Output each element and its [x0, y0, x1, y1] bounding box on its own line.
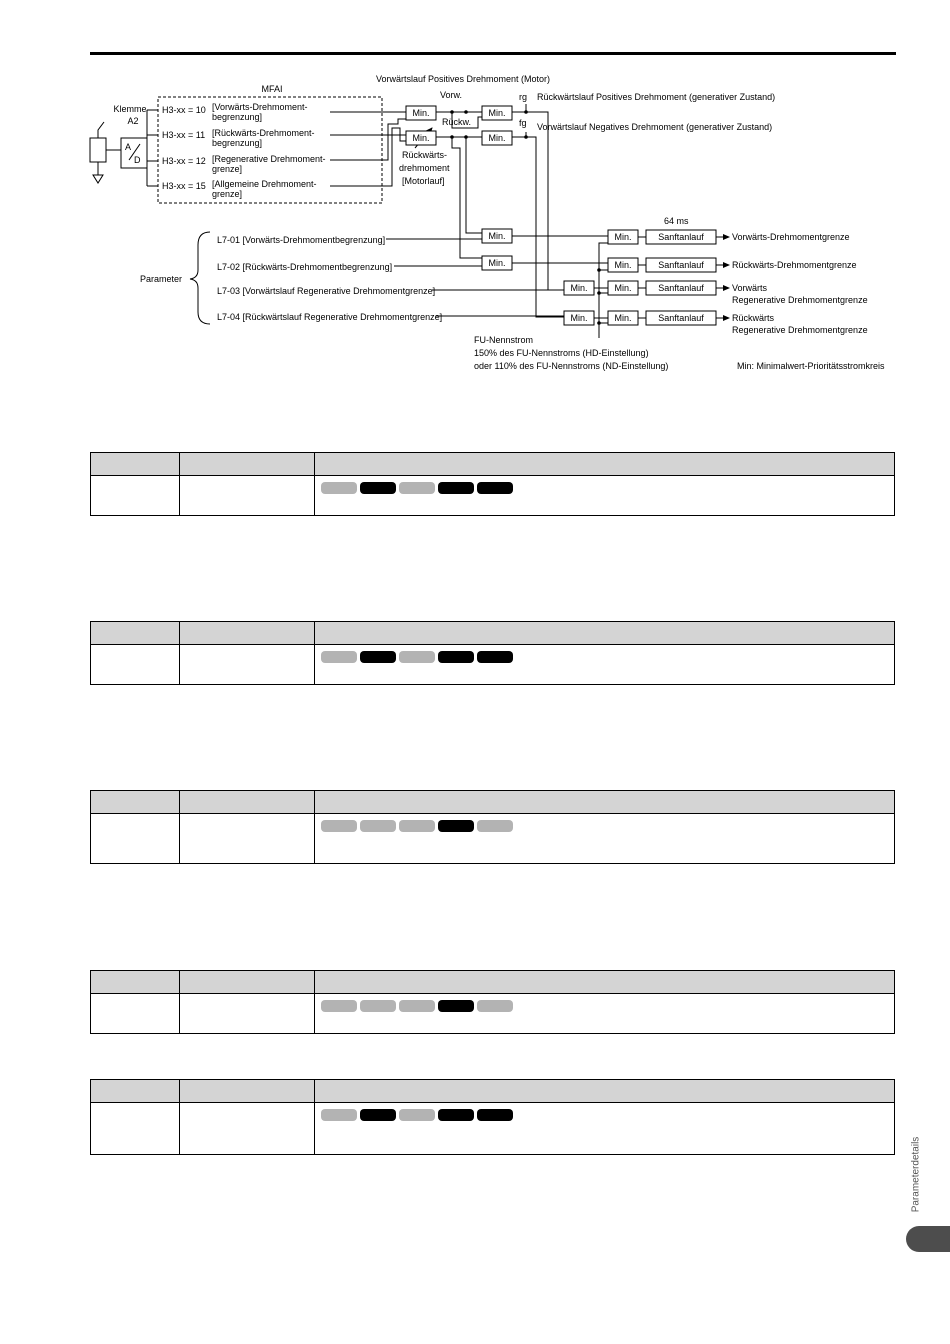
- mode-badge: [399, 1109, 435, 1121]
- svg-text:Min.: Min.: [570, 313, 588, 323]
- min-legend: Min: Minimalwert-Prioritätsstromkreis: [737, 361, 885, 371]
- parameter-table-2: [90, 621, 895, 685]
- svg-text:Min.: Min.: [614, 313, 632, 323]
- mode-badge: [477, 651, 513, 663]
- svg-text:[Allgemeine Drehmoment-: [Allgemeine Drehmoment-: [212, 179, 317, 189]
- label-64ms: 64 ms: [664, 216, 689, 226]
- param-l7-03: L7-03 [Vorwärtslauf Regenerative Drehmomentgrenze]: [217, 286, 436, 296]
- svg-text:Sanftanlauf: Sanftanlauf: [658, 260, 704, 270]
- svg-text:grenze]: grenze]: [212, 189, 243, 199]
- control-mode-badges: [321, 820, 894, 832]
- mode-badge: [360, 482, 396, 494]
- svg-text:[Vorwärts-Drehmoment-: [Vorwärts-Drehmoment-: [212, 102, 308, 112]
- mode-badge: [360, 651, 396, 663]
- svg-text:Sanftanlauf: Sanftanlauf: [658, 232, 704, 242]
- mode-badge: [360, 1109, 396, 1121]
- mode-badge: [321, 820, 357, 832]
- chapter-tab: [906, 1226, 950, 1252]
- svg-text:Min.: Min.: [488, 108, 506, 118]
- ad-label-d: D: [134, 155, 141, 165]
- fu-label-1: FU-Nennstrom: [474, 335, 534, 345]
- terminal-title: Klemme: [113, 104, 147, 114]
- mode-badge: [438, 820, 474, 832]
- param-l7-02: L7-02 [Rückwärts-Drehmomentbegrenzung]: [217, 262, 393, 272]
- mode-badge: [477, 820, 513, 832]
- output-forward-limit: Vorwärts-Drehmomentgrenze: [732, 232, 850, 242]
- svg-text:Sanftanlauf: Sanftanlauf: [658, 283, 704, 293]
- label-fg: fg: [519, 118, 527, 128]
- mode-badge: [399, 482, 435, 494]
- section-side-label-text: Parameterdetails: [910, 1136, 922, 1212]
- svg-text:Min.: Min.: [412, 108, 430, 118]
- mfai-row-12: [162, 154, 326, 174]
- svg-text:[Regenerative Drehmoment-: [Regenerative Drehmoment-: [212, 154, 326, 164]
- svg-text:begrenzung]: begrenzung]: [212, 138, 263, 148]
- svg-text:Min.: Min.: [614, 232, 632, 242]
- mode-badge: [477, 1109, 513, 1121]
- control-mode-badges: [321, 482, 894, 494]
- terminal-name: A2: [127, 116, 139, 126]
- mode-badge: [321, 1109, 357, 1121]
- signal-regen: [330, 119, 406, 160]
- fu-label-3: oder 110% des FU-Nennstroms (ND-Einstellung): [474, 361, 669, 371]
- mode-badge: [321, 482, 357, 494]
- section-side-label: [896, 1130, 936, 1218]
- mode-badge: [438, 482, 474, 494]
- control-mode-badges: [321, 1109, 894, 1121]
- param-l7-04: L7-04 [Rückwärtslauf Regenerative Drehmomentgrenze]: [217, 312, 443, 322]
- label-reverse-torque-3: [Motorlauf]: [402, 176, 445, 186]
- svg-text:Min.: Min.: [488, 231, 506, 241]
- mode-badge: [360, 820, 396, 832]
- reverse-route: [452, 137, 482, 258]
- svg-text:Sanftanlauf: Sanftanlauf: [658, 313, 704, 323]
- mode-badge: [438, 1000, 474, 1012]
- label-reverse-torque-2: drehmoment: [399, 163, 450, 173]
- fu-label-2: 150% des FU-Nennstroms (HD-Einstellung): [474, 348, 649, 358]
- parameter-table-3: [90, 790, 895, 864]
- svg-text:H3-xx = 10: H3-xx = 10: [162, 105, 206, 115]
- parameter-table-5: [90, 1079, 895, 1155]
- control-mode-badges: [321, 651, 894, 663]
- mfai-row-15: [162, 179, 317, 199]
- ad-label-a: A: [125, 142, 132, 152]
- parameter-brace: [190, 232, 210, 324]
- mode-badge: [438, 651, 474, 663]
- mode-badge: [360, 1000, 396, 1012]
- mode-badge: [399, 651, 435, 663]
- title-forward-positive: Vorwärtslauf Positives Drehmoment (Motor): [376, 74, 551, 84]
- param-l7-01: L7-01 [Vorwärts-Drehmomentbegrenzung]: [217, 235, 386, 245]
- control-mode-badges: [321, 1000, 894, 1012]
- torque-limit-block-diagram: [0, 0, 950, 400]
- forward-route: [466, 137, 482, 233]
- svg-text:Min.: Min.: [488, 133, 506, 143]
- svg-text:Min.: Min.: [614, 260, 632, 270]
- ground-icon: [93, 162, 103, 183]
- svg-text:H3-xx = 11: H3-xx = 11: [162, 130, 206, 140]
- output-forward-regen-2: Regenerative Drehmomentgrenze: [732, 295, 868, 305]
- label-fg-desc: Vorwärtslauf Negatives Drehmoment (generativer Zustand): [537, 122, 773, 132]
- label-rg: rg: [519, 92, 528, 102]
- parameter-table-1: [90, 452, 895, 516]
- signal-general: [330, 128, 406, 186]
- parameter-table-4: [90, 970, 895, 1034]
- output-reverse-regen-1: Rückwärts: [732, 313, 775, 323]
- mode-badge: [477, 1000, 513, 1012]
- mode-badge: [321, 1000, 357, 1012]
- mfai-row-10: [162, 102, 308, 122]
- svg-text:Min.: Min.: [412, 133, 430, 143]
- output-reverse-regen-2: Regenerative Drehmomentgrenze: [732, 325, 868, 335]
- mode-badge: [399, 1000, 435, 1012]
- mfai-row-11: [162, 128, 315, 148]
- label-rg-desc: Rückwärtslauf Positives Drehmoment (generativer Zustand): [537, 92, 776, 102]
- parameter-label: Parameter: [140, 274, 183, 284]
- output-forward-regen-1: Vorwärts: [732, 283, 768, 293]
- mfai-label: MFAI: [261, 84, 283, 94]
- svg-text:begrenzung]: begrenzung]: [212, 112, 263, 122]
- svg-text:Min.: Min.: [570, 283, 588, 293]
- mode-badge: [321, 651, 357, 663]
- mode-badge: [477, 482, 513, 494]
- label-reverse-torque-1: Rückwärts-: [402, 150, 448, 160]
- svg-text:Min.: Min.: [614, 283, 632, 293]
- svg-text:H3-xx = 12: H3-xx = 12: [162, 156, 206, 166]
- label-rueckw: Rückw.: [442, 117, 472, 127]
- label-vorw: Vorw.: [440, 90, 463, 100]
- mode-badge: [399, 820, 435, 832]
- potentiometer-wiper: [98, 122, 104, 138]
- svg-text:Min.: Min.: [488, 258, 506, 268]
- svg-text:H3-xx = 15: H3-xx = 15: [162, 181, 206, 191]
- svg-text:[Rückwärts-Drehmoment-: [Rückwärts-Drehmoment-: [212, 128, 315, 138]
- mode-badge: [438, 1109, 474, 1121]
- output-reverse-limit: Rückwärts-Drehmomentgrenze: [732, 260, 857, 270]
- input-resistor: [90, 138, 106, 162]
- svg-text:grenze]: grenze]: [212, 164, 243, 174]
